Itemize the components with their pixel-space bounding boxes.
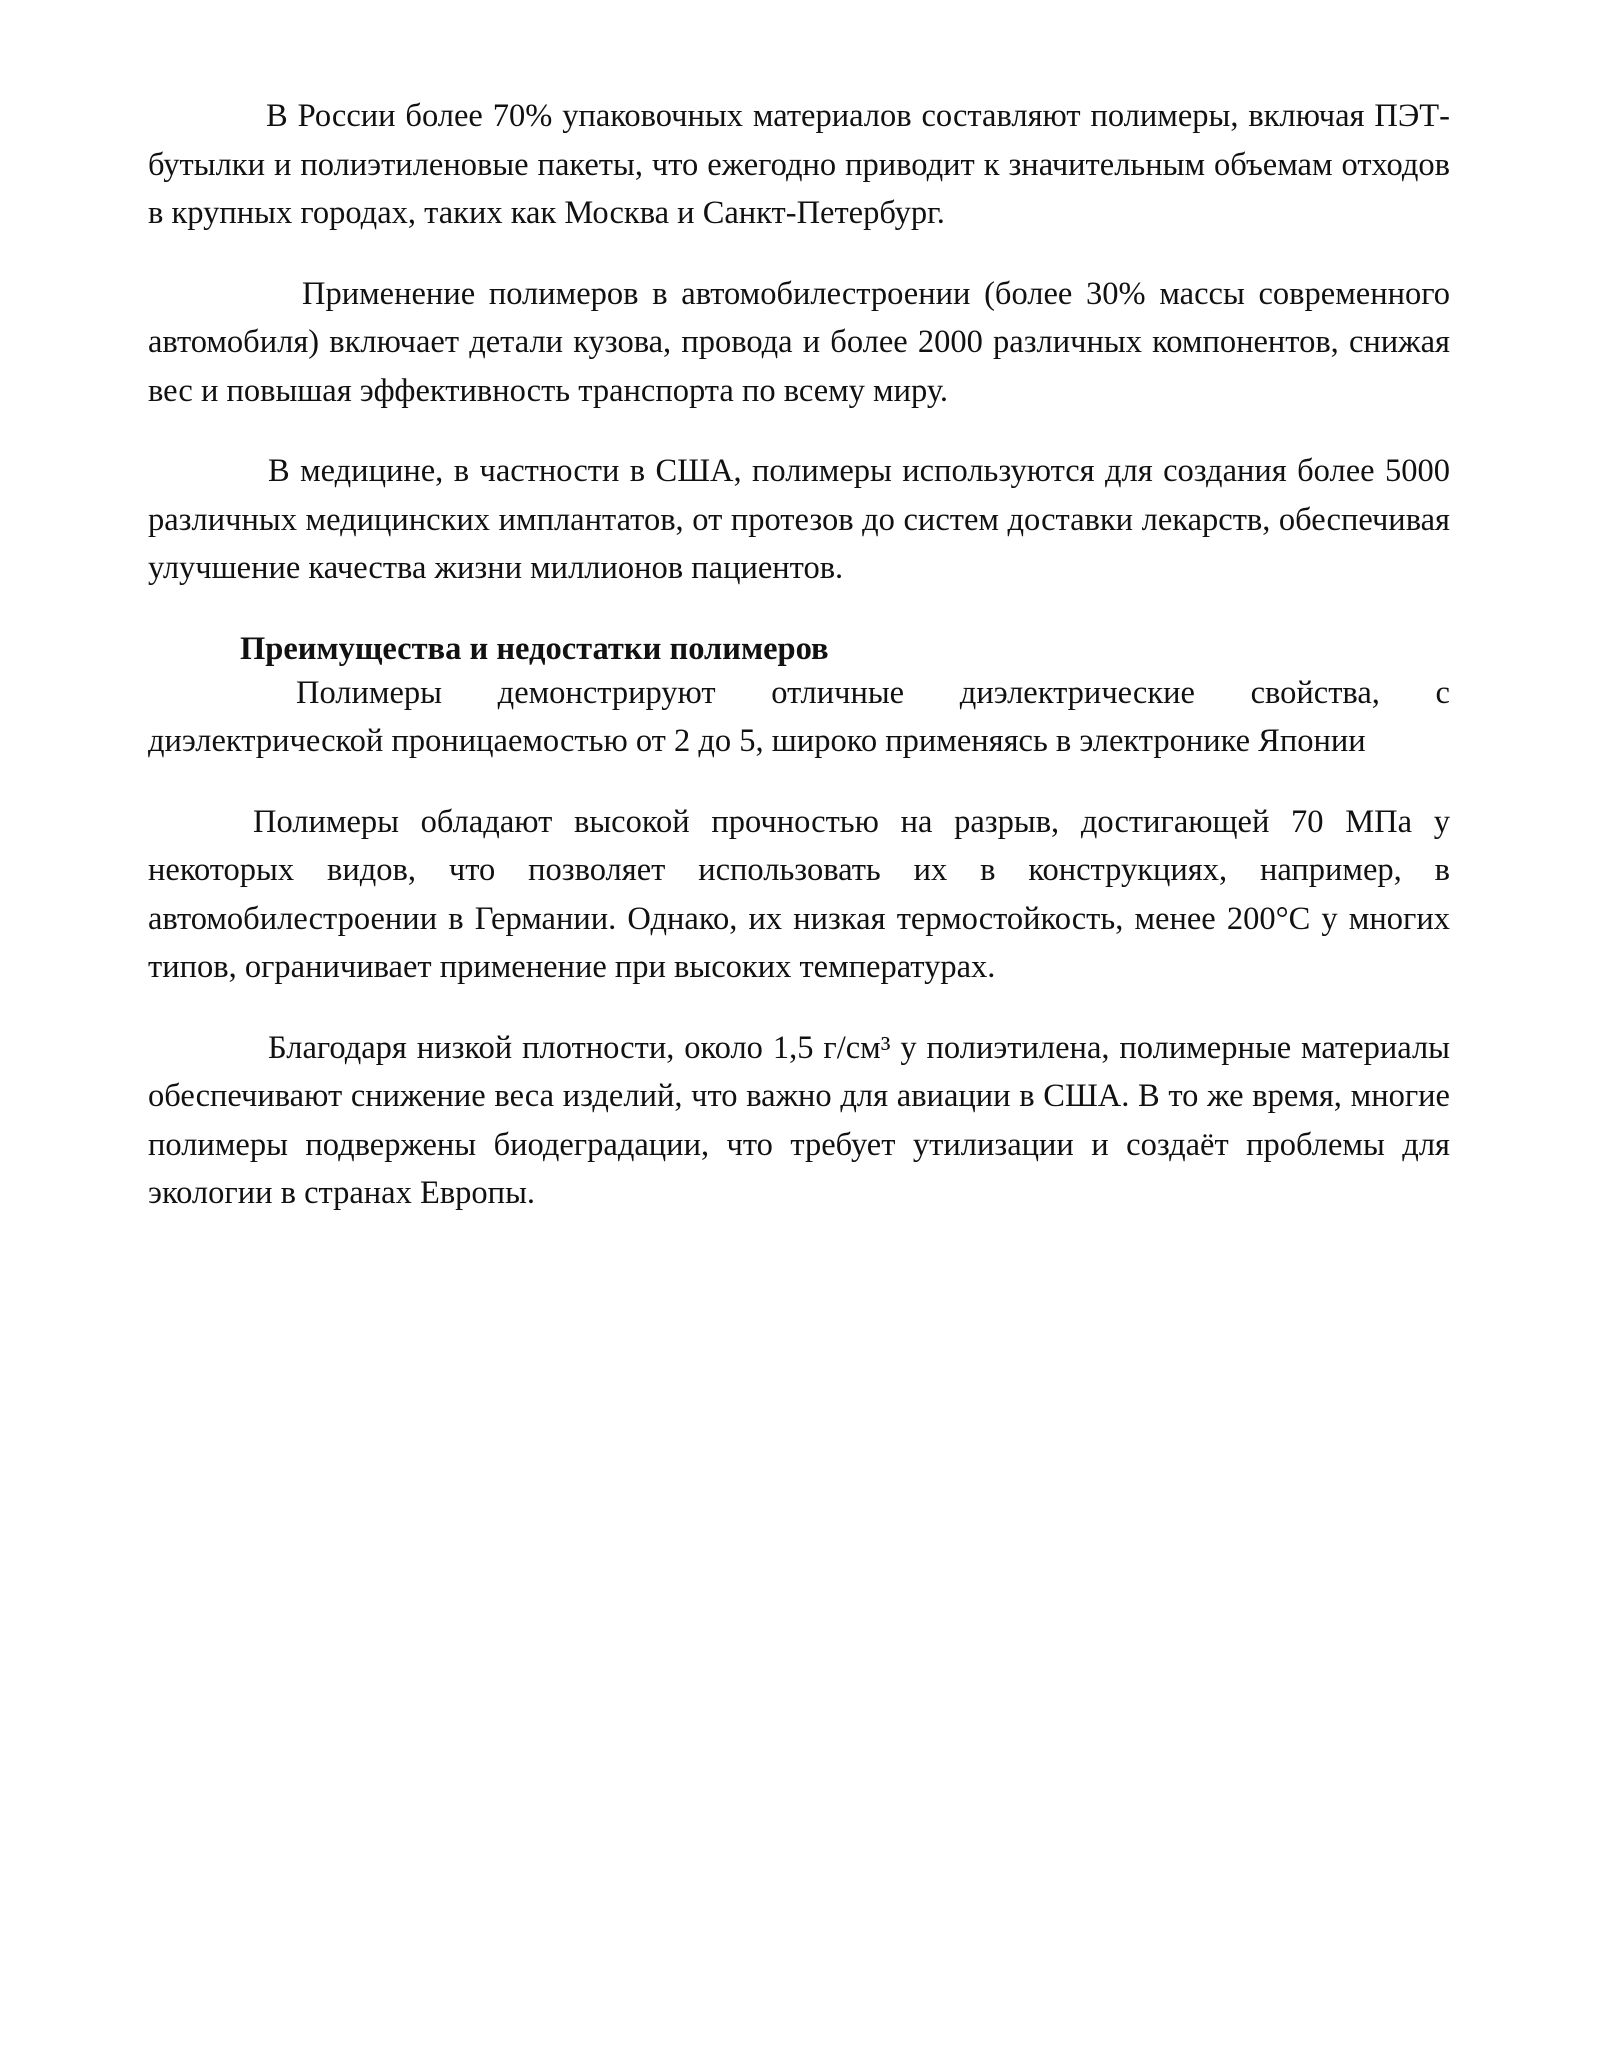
section-heading: Преимущества и недостатки полимеров	[240, 630, 829, 667]
paragraph-medicine: В медицине, в частности в США, полимеры используются для создания более 5000 различных медицинских имплантатов, от протезов до систем доставки лекарств, обеспечивая улучшение качества жизни миллионов пациентов.	[148, 453, 1450, 586]
paragraph-packaging: В России более 70% упаковочных материалов составляют полимеры, включая ПЭТ-бутылки и полиэтиленовые пакеты, что ежегодно приводит к значительным объемам отходов в крупных городах, таких как Москва и Санкт-Петербург.	[148, 98, 1450, 231]
paragraph-automotive: Применение полимеров в автомобилестроении (более 30% массы современного автомобиля) включает детали кузова, провода и более 2000 различных компонентов, снижая вес и повышая эффективность транспорта по всему миру.	[148, 275, 1450, 409]
paragraph-density: Благодаря низкой плотности, около 1,5 г/см³ у полиэтилена, полимерные материалы обеспечивают снижение веса изделий, что важно для авиации в США. В то же время, многие полимеры подвержены биодеградации, что требует утилизации и создаёт проблемы для экологии в странах Европы.	[148, 1029, 1450, 1211]
paragraph-strength: Полимеры обладают высокой прочностью на разрыв, достигающей 70 МПа у некоторых видов, что позволяет использовать их в конструкциях, например, в автомобилестроении в Германии. Однако, их низкая термостойкость, менее 200°С у многих типов, ограничивает применение при высоких температурах.	[148, 803, 1450, 985]
paragraph-dielectric: Полимеры демонстрируют отличные диэлектрические свойства, с диэлектрической проницаемостью от 2 до 5, широко применяясь в электронике Японии	[148, 674, 1450, 759]
